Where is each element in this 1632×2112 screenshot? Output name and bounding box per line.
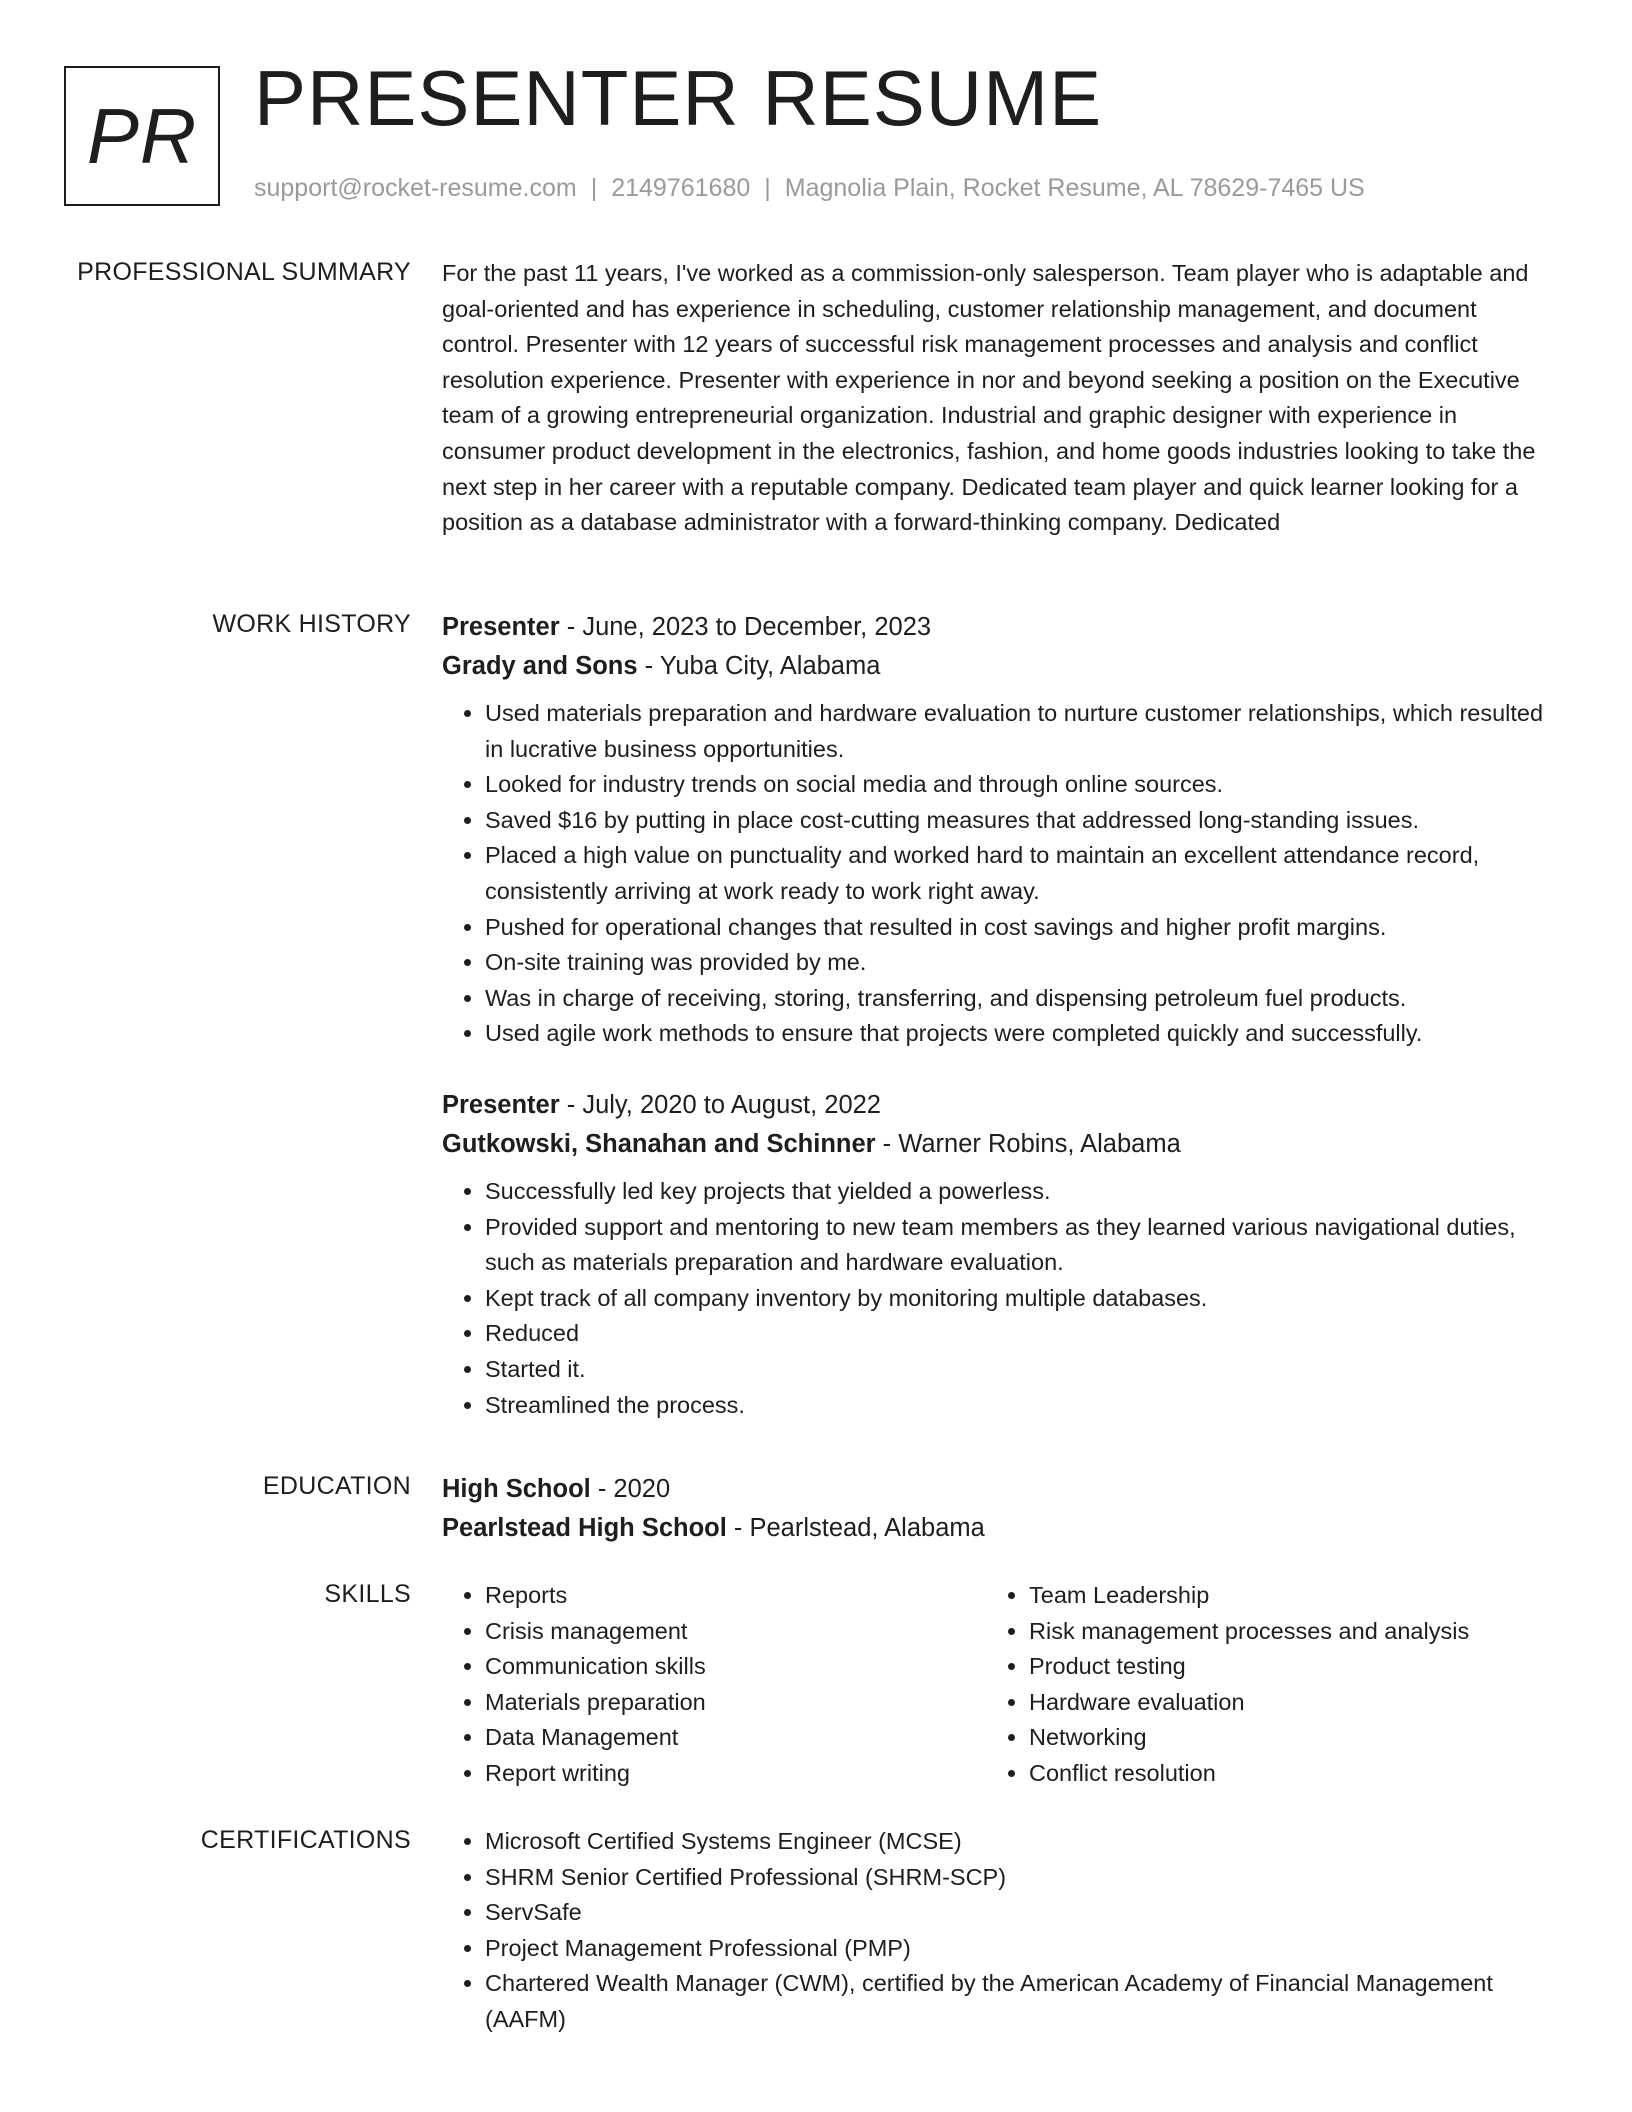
job-location: - Warner Robins, Alabama <box>875 1129 1181 1158</box>
job-dates: - July, 2020 to August, 2022 <box>559 1090 881 1119</box>
list-item: • Chartered Wealth Manager (CWM), certified by the American Academy of Financial Management (AAFM) <box>485 1966 1554 2037</box>
list-item: • Saved $16 by putting in place cost-cutting measures that addressed long-standing issues. <box>485 803 1554 839</box>
list-item: • SHRM Senior Certified Professional (SHRM-SCP) <box>485 1860 1554 1896</box>
education-school: Pearlstead High School <box>442 1514 727 1542</box>
summary-text: For the past 11 years, I've worked as a commission-only salesperson. Team player who is adaptable and goal-oriented and has experience in scheduling, customer relationship management, and document control. Presenter with 12 years of successful risk management processes and analysis and conflict resolution experience. Presenter with experience in nor and beyond seeking a position on the Executive team of a growing entrepreneurial organization. Industrial and graphic designer with experience in consumer product development in the electronics, fashion, and home goods industries looking to take the next step in her career with a reputable company. Dedicated team player and quick learner looking for a position as a database administrator with a forward-thinking company. Dedicated <box>442 260 1536 536</box>
list-item: • Successfully led key projects that yielded a powerless. <box>485 1174 1554 1210</box>
resume-title: PRESENTER RESUME <box>254 54 1103 142</box>
list-item: • Materials preparation <box>485 1685 986 1721</box>
skills-list-left <box>442 1578 986 1792</box>
education-school-line <box>442 1509 1554 1548</box>
contact-separator: | <box>590 174 598 202</box>
section-label-certifications: CERTIFICATIONS <box>200 1826 411 1854</box>
list-item: • Hardware evaluation <box>1029 1685 1530 1721</box>
certifications-list <box>442 1824 1554 2038</box>
contact-address: Magnolia Plain, Rocket Resume, AL 78629-7465 US <box>784 174 1365 202</box>
list-item: • Started it. <box>485 1352 1554 1388</box>
education-body <box>442 1470 1554 1548</box>
job-company-line <box>442 647 1554 686</box>
education-year: - 2020 <box>590 1475 671 1503</box>
list-item: • Conflict resolution <box>1029 1756 1530 1792</box>
list-item: • On-site training was provided by me. <box>485 945 1554 981</box>
job-bullets <box>442 1174 1554 1423</box>
job-location: - Yuba City, Alabama <box>637 652 881 680</box>
list-item: • Project Management Professional (PMP) <box>485 1931 1554 1967</box>
list-item: • Product testing <box>1029 1649 1530 1685</box>
section-label-skills: SKILLS <box>324 1580 411 1608</box>
summary-body <box>442 256 1554 541</box>
list-item: • Kept track of all company inventory by monitoring multiple databases. <box>485 1281 1554 1317</box>
skills-column-right <box>986 1578 1530 1792</box>
list-item: • Pushed for operational changes that resulted in cost savings and higher profit margins. <box>485 910 1554 946</box>
skills-column-left <box>442 1578 986 1792</box>
list-item: • ServSafe <box>485 1895 1554 1931</box>
list-item: • Microsoft Certified Systems Engineer (MCSE) <box>485 1824 1554 1860</box>
contact-separator: | <box>764 174 771 202</box>
job-title-line <box>442 608 1554 647</box>
job-company: Grady and Sons <box>442 652 638 680</box>
list-item: • Reports <box>485 1578 986 1614</box>
job-title: Presenter <box>442 613 560 641</box>
job-title: Presenter <box>442 1090 560 1119</box>
contact-line <box>254 172 1365 205</box>
monogram-initials: PR <box>86 92 198 180</box>
list-item: • Reduced <box>485 1316 1554 1352</box>
list-item: • Risk management processes and analysis <box>1029 1614 1530 1650</box>
job-dates: - June, 2023 to December, 2023 <box>559 613 932 641</box>
education-location: - Pearlstead, Alabama <box>726 1514 985 1542</box>
list-item: • Provided support and mentoring to new team members as they learned various navigational duties, such as materials preparation and hardware evaluation. <box>485 1210 1554 1281</box>
list-item: • Was in charge of receiving, storing, transferring, and dispensing petroleum fuel products. <box>485 981 1554 1017</box>
education-degree-line <box>442 1470 1554 1509</box>
job-bullets <box>442 696 1554 1052</box>
list-item: • Used materials preparation and hardware evaluation to nurture customer relationships, which resulted in lucrative business opportunities. <box>485 696 1554 767</box>
job-entry <box>442 608 1554 1052</box>
work-history-body <box>442 608 1554 1423</box>
skills-body <box>442 1578 1554 1792</box>
list-item: • Communication skills <box>485 1649 986 1685</box>
contact-phone: 2149761680 <box>611 174 751 202</box>
job-company-line <box>442 1125 1554 1164</box>
list-item: • Looked for industry trends on social media and through online sources. <box>485 767 1554 803</box>
education-degree: High School <box>442 1475 591 1503</box>
contact-email: support@rocket-resume.com <box>254 174 577 202</box>
section-label-summary: PROFESSIONAL SUMMARY <box>77 258 411 286</box>
monogram-box <box>64 66 220 206</box>
list-item: • Crisis management <box>485 1614 986 1650</box>
job-entry <box>442 1086 1554 1423</box>
list-item: • Placed a high value on punctuality and worked hard to maintain an excellent attendance record, consistently arriving at work ready to work right away. <box>485 838 1554 909</box>
list-item: • Networking <box>1029 1720 1530 1756</box>
section-label-work-history: WORK HISTORY <box>212 610 411 638</box>
list-item: • Report writing <box>485 1756 986 1792</box>
section-label-education: EDUCATION <box>262 1472 411 1500</box>
skills-grid <box>442 1578 1554 1792</box>
certifications-body <box>442 1824 1554 2038</box>
list-item: • Team Leadership <box>1029 1578 1530 1614</box>
list-item: • Used agile work methods to ensure that projects were completed quickly and successfully. <box>485 1016 1554 1052</box>
list-item: • Streamlined the process. <box>485 1388 1554 1424</box>
list-item: • Data Management <box>485 1720 986 1756</box>
job-title-line <box>442 1086 1554 1125</box>
skills-list-right <box>986 1578 1530 1792</box>
job-company: Gutkowski, Shanahan and Schinner <box>442 1129 876 1158</box>
